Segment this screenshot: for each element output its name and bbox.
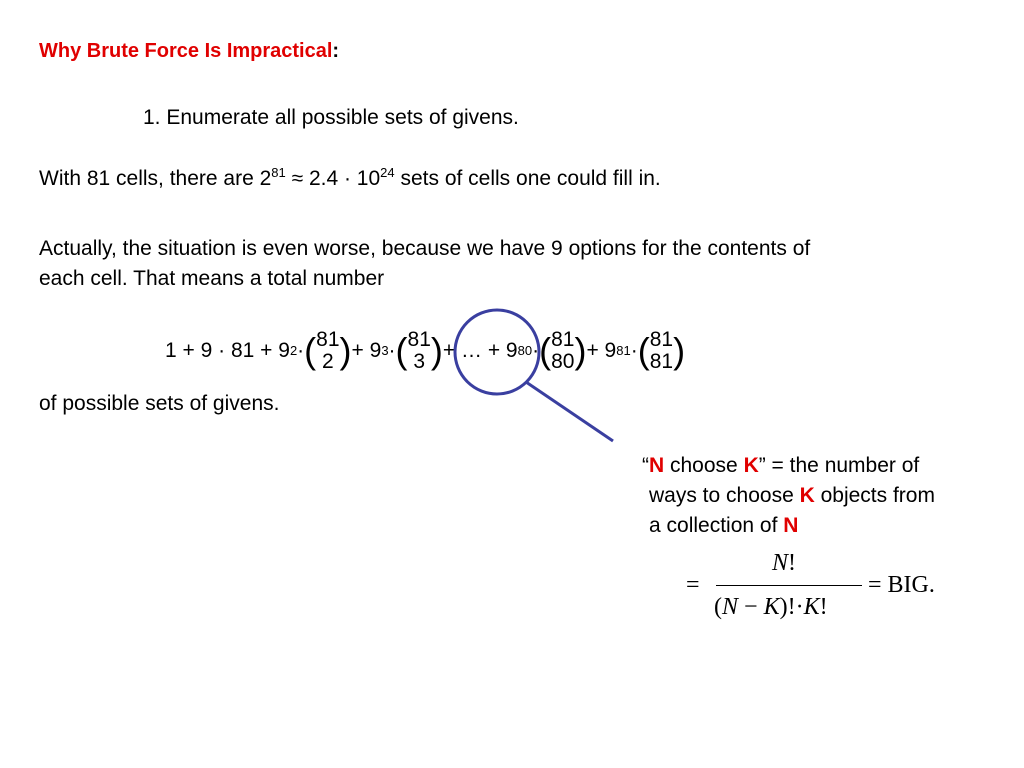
- binom-top: 81: [551, 328, 575, 351]
- den-k2: K: [803, 594, 820, 620]
- callout-line3-pre: a collection of: [649, 514, 784, 537]
- callout-line-3: [649, 511, 798, 541]
- fraction-denominator: [714, 594, 828, 621]
- formula-middle: + … + 9: [442, 339, 518, 362]
- formula-dot: ·: [630, 339, 638, 362]
- formula-dot: ·: [532, 339, 540, 362]
- callout-line2-post: objects from: [814, 484, 935, 507]
- result-big: BIG.: [887, 572, 935, 598]
- den-bang: !: [819, 594, 828, 620]
- cells-exp2: 24: [380, 165, 395, 180]
- den-k: K: [763, 594, 780, 620]
- fraction-numerator: [772, 550, 796, 577]
- den-n: N: [722, 594, 739, 620]
- fraction-result: [868, 572, 935, 599]
- result-eq: =: [868, 572, 882, 598]
- den-open: (: [714, 594, 722, 620]
- callout-rest: ” = the number of: [758, 454, 920, 477]
- title-colon: :: [332, 40, 340, 62]
- den-minus: −: [738, 594, 764, 620]
- callout-k: K: [743, 454, 759, 477]
- callout-choose: choose: [664, 454, 744, 477]
- paragraph-line-2: each cell. That means a total number: [39, 267, 385, 290]
- cells-mid: ≈ 2.4 · 10: [285, 167, 381, 190]
- cells-exp1: 81: [271, 165, 286, 180]
- binom-top: 81: [407, 328, 431, 351]
- lparen: (: [637, 330, 650, 371]
- callout-line-1: [642, 451, 919, 481]
- binom-bottom: 3: [413, 350, 426, 373]
- callout-n: N: [649, 454, 665, 477]
- formula-dot: ·: [297, 339, 305, 362]
- callout-k2: K: [799, 484, 815, 507]
- of-possible-line: of possible sets of givens.: [39, 392, 280, 415]
- callout-line2-pre: ways to choose: [649, 484, 800, 507]
- binom-top: 81: [649, 328, 674, 351]
- binom-top: 81: [316, 328, 340, 351]
- numerator-bang: !: [788, 550, 797, 576]
- cells-pre: With 81 cells, there are 2: [39, 167, 272, 190]
- formula-start: 1 + 9 · 81 + 9: [165, 339, 290, 362]
- title-text: Why Brute Force Is Impractical: [39, 40, 333, 62]
- den-close: )!·: [779, 594, 804, 620]
- rparen: ): [430, 330, 443, 371]
- cells-post: sets of cells one could fill in.: [394, 167, 661, 190]
- callout-n2: N: [783, 514, 799, 537]
- binom-bottom: 2: [322, 350, 334, 373]
- lparen: (: [304, 330, 317, 371]
- lparen: (: [395, 330, 408, 371]
- formula-plus9: + 9: [351, 339, 382, 362]
- step-1: 1. Enumerate all possible sets of givens.: [143, 106, 519, 129]
- binom-bottom: 81: [649, 350, 674, 373]
- lparen: (: [539, 330, 552, 371]
- formula-dot: ·: [388, 339, 396, 362]
- fraction-eq-left: =: [686, 572, 700, 598]
- paragraph-line-1: Actually, the situation is even worse, because we have 9 options for the contents of: [39, 237, 811, 260]
- highlight-circle: [455, 310, 539, 394]
- rparen: ): [339, 330, 352, 371]
- open-quote: “: [642, 454, 649, 477]
- callout-connector: [526, 382, 613, 441]
- fraction-bar: [716, 585, 862, 586]
- callout-line-2: [649, 481, 935, 511]
- sum-formula: 1 + 9 · 81 + 9 2 · ( 81 2 ) + 9 3 · ( 81 3 ) + … + 9 80 · ( 81 80 ) + 9 81 · ( 81 81 ): [165, 328, 686, 373]
- rparen: ): [673, 330, 686, 371]
- numerator-n: N: [772, 550, 789, 576]
- rparen: ): [574, 330, 587, 371]
- binom-bottom: 80: [551, 350, 575, 373]
- formula-plus9b: + 9: [586, 339, 617, 362]
